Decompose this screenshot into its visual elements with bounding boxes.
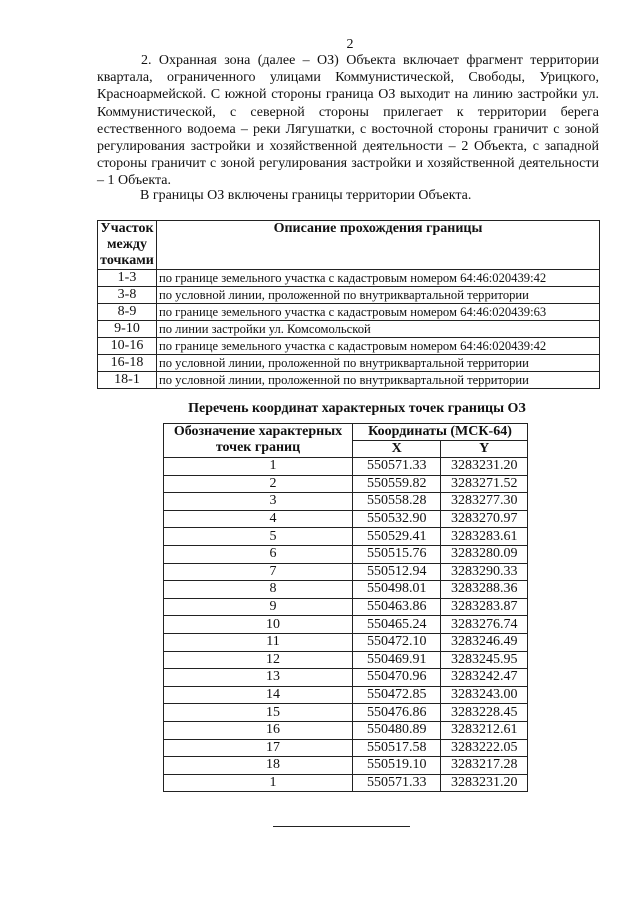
segment-cell: 1-3: [98, 270, 157, 287]
point-number-cell: 4: [164, 510, 353, 528]
coordinate-row: [164, 633, 528, 651]
point-number-cell: 13: [164, 669, 353, 687]
boundary-table-header: [98, 221, 600, 270]
x-coordinate-cell: 550476.86: [353, 704, 441, 722]
point-number-cell: 17: [164, 739, 353, 757]
x-coordinate-cell: 550472.85: [353, 686, 441, 704]
y-coordinate-cell: 3283271.52: [441, 475, 528, 493]
coordinate-row: [164, 475, 528, 493]
segment-cell: 9-10: [98, 321, 157, 338]
y-coordinate-cell: 3283217.28: [441, 757, 528, 775]
point-number-cell: 2: [164, 475, 353, 493]
protection-zone-paragraph: 2. Охранная зона (далее – ОЗ) Объекта включает фрагмент территории квартала, ограниченного улицами Коммунистической, Свободы, Урицкого, Красноармейской. С южной стороны граница ОЗ выходит на линию застройки ул. Коммунистической, с северной стороны прилегает к территории берега естественного водоема – реки Лягушатки, с восточной стороны граничит с зоной регулирования застройки и хозяйственной деятельности – 2 Объекта, с западной стороны граничит с зоной регулирования застройки и хозяйственной деятельности – 1 Объекта.: [97, 53, 599, 189]
x-coordinate-cell: 550512.94: [353, 563, 441, 581]
signature-line: [273, 826, 410, 827]
x-coordinate-cell: 550517.58: [353, 739, 441, 757]
x-coordinate-cell: 550472.10: [353, 633, 441, 651]
point-number-cell: 18: [164, 757, 353, 775]
point-number-cell: 14: [164, 686, 353, 704]
description-cell: по границе земельного участка с кадастровым номером 64:46:020439:63: [157, 304, 600, 321]
y-coordinate-cell: 3283245.95: [441, 651, 528, 669]
point-number-cell: 15: [164, 704, 353, 722]
description-cell: по условной линии, проложенной по внутриквартальной территории: [157, 287, 600, 304]
y-coordinate-cell: 3283283.87: [441, 598, 528, 616]
boundary-row: [98, 321, 600, 338]
x-coordinate-cell: 550519.10: [353, 757, 441, 775]
coordinate-row: [164, 528, 528, 546]
segment-cell: 3-8: [98, 287, 157, 304]
y-coordinate-cell: 3283242.47: [441, 669, 528, 687]
y-coordinate-cell: 3283212.61: [441, 721, 528, 739]
coordinate-row: [164, 669, 528, 687]
boundary-row: [98, 338, 600, 355]
y-coordinate-cell: 3283283.61: [441, 528, 528, 546]
point-number-cell: 3: [164, 493, 353, 511]
description-cell: по границе земельного участка с кадастровым номером 64:46:020439:42: [157, 338, 600, 355]
y-coordinate-cell: 3283280.09: [441, 545, 528, 563]
coordinate-row: [164, 510, 528, 528]
x-coordinate-cell: 550470.96: [353, 669, 441, 687]
x-coordinate-cell: 550571.33: [353, 774, 441, 792]
x-coordinate-cell: 550529.41: [353, 528, 441, 546]
coordinate-row: [164, 757, 528, 775]
y-coordinate-cell: 3283246.49: [441, 633, 528, 651]
y-coordinate-cell: 3283290.33: [441, 563, 528, 581]
point-number-cell: 9: [164, 598, 353, 616]
x-header: X: [353, 441, 441, 458]
included-boundaries-paragraph: В границы ОЗ включены границы территории Объекта.: [140, 188, 472, 203]
coordinate-row: [164, 704, 528, 722]
description-cell: по границе земельного участка с кадастровым номером 64:46:020439:42: [157, 270, 600, 287]
coordinate-row: [164, 616, 528, 634]
y-coordinate-cell: 3283276.74: [441, 616, 528, 634]
x-coordinate-cell: 550463.86: [353, 598, 441, 616]
x-coordinate-cell: 550480.89: [353, 721, 441, 739]
segment-header: Участок между точками: [98, 221, 157, 270]
y-coordinate-cell: 3283228.45: [441, 704, 528, 722]
segment-cell: 16-18: [98, 355, 157, 372]
point-number-cell: 1: [164, 774, 353, 792]
description-cell: по линии застройки ул. Комсомольской: [157, 321, 600, 338]
boundary-row: [98, 287, 600, 304]
boundary-row: [98, 372, 600, 389]
point-number-cell: 16: [164, 721, 353, 739]
point-number-cell: 8: [164, 581, 353, 599]
point-number-cell: 6: [164, 545, 353, 563]
coordinates-table: [163, 423, 528, 792]
coords-header-row-1: [164, 424, 528, 441]
description-header: Описание прохождения границы: [157, 221, 600, 270]
coordinate-row: [164, 721, 528, 739]
point-number-cell: 1: [164, 458, 353, 476]
y-coordinate-cell: 3283243.00: [441, 686, 528, 704]
y-coordinate-cell: 3283222.05: [441, 739, 528, 757]
y-coordinate-cell: 3283277.30: [441, 493, 528, 511]
coordinate-row: [164, 563, 528, 581]
coordinate-row: [164, 651, 528, 669]
x-coordinate-cell: 550571.33: [353, 458, 441, 476]
x-coordinate-cell: 550559.82: [353, 475, 441, 493]
point-number-cell: 7: [164, 563, 353, 581]
boundary-row: [98, 304, 600, 321]
x-coordinate-cell: 550498.01: [353, 581, 441, 599]
point-number-cell: 5: [164, 528, 353, 546]
y-coordinate-cell: 3283231.20: [441, 774, 528, 792]
x-coordinate-cell: 550532.90: [353, 510, 441, 528]
point-header: Обозначение характерных точек границ: [164, 424, 353, 458]
coordinate-row: [164, 686, 528, 704]
boundary-row: [98, 270, 600, 287]
segment-cell: 10-16: [98, 338, 157, 355]
coordinate-row: [164, 774, 528, 792]
page-number: 2: [346, 37, 354, 52]
y-coordinate-cell: 3283231.20: [441, 458, 528, 476]
x-coordinate-cell: 550469.91: [353, 651, 441, 669]
y-header: Y: [441, 441, 528, 458]
coordinate-row: [164, 598, 528, 616]
y-coordinate-cell: 3283270.97: [441, 510, 528, 528]
coordinate-row: [164, 458, 528, 476]
x-coordinate-cell: 550515.76: [353, 545, 441, 563]
segment-cell: 18-1: [98, 372, 157, 389]
point-number-cell: 10: [164, 616, 353, 634]
coordinates-table-title: Перечень координат характерных точек границы ОЗ: [188, 401, 526, 416]
coordinate-row: [164, 493, 528, 511]
coordinate-row: [164, 739, 528, 757]
boundary-row: [98, 355, 600, 372]
coordinates-header: Координаты (МСК-64): [353, 424, 528, 441]
description-cell: по условной линии, проложенной по внутриквартальной территории: [157, 355, 600, 372]
coordinate-row: [164, 545, 528, 563]
description-cell: по условной линии, проложенной по внутриквартальной территории: [157, 372, 600, 389]
x-coordinate-cell: 550558.28: [353, 493, 441, 511]
boundary-description-table: [97, 220, 600, 389]
x-coordinate-cell: 550465.24: [353, 616, 441, 634]
point-number-cell: 12: [164, 651, 353, 669]
segment-cell: 8-9: [98, 304, 157, 321]
point-number-cell: 11: [164, 633, 353, 651]
y-coordinate-cell: 3283288.36: [441, 581, 528, 599]
coordinate-row: [164, 581, 528, 599]
